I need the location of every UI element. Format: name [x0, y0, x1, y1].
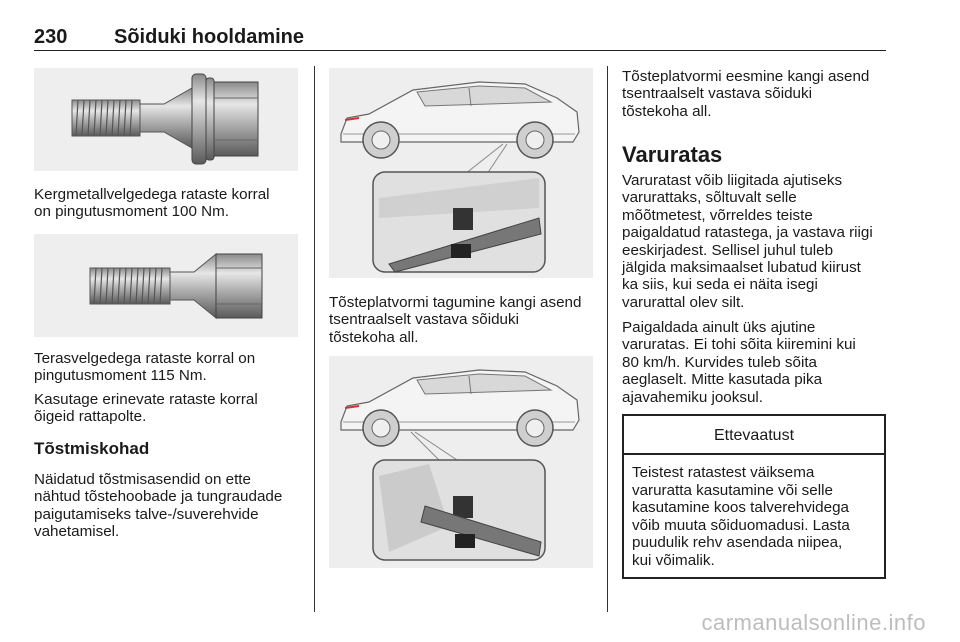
- text-line: tõstekoha all.: [622, 102, 712, 120]
- steel-wheel-bolt-illustration: [34, 234, 298, 337]
- text-line: aeglaselt. Mitte kasutada pika: [622, 371, 823, 389]
- text-line: ajavahemiku jooksul.: [622, 388, 763, 406]
- text-line: nähtud tõstehoobade ja tungraudade: [34, 488, 283, 506]
- text-line: Näidatud tõstmisasendid on ette: [34, 471, 251, 488]
- text-line: Terasvelgedega rataste korral on: [34, 350, 256, 367]
- watermark[interactable]: carmanualsonline.info: [701, 610, 926, 635]
- rear-lifting-point-illustration: [329, 68, 593, 278]
- text-line: õigeid rattapolte.: [34, 408, 147, 426]
- front-lifting-point-illustration: [329, 356, 593, 568]
- text-line: Varuratast võib liigitada ajutiseks: [622, 172, 843, 189]
- alloy-wheel-bolt-illustration: [34, 68, 298, 171]
- text-line: mõõtmetest, võrreldes teiste: [622, 206, 813, 224]
- text-line: varuratas. Ei tohi sõita kiiremini kui: [622, 336, 856, 354]
- text-line: tõstekoha all.: [329, 328, 419, 346]
- text-line: tsentraalselt vastava sõiduki: [622, 85, 812, 103]
- chapter-title: Sõiduki hooldamine: [114, 26, 305, 48]
- column-divider-left: [314, 66, 315, 612]
- text-line: varurattaks, sõltuvalt selle: [622, 189, 797, 207]
- page-number: 230: [34, 26, 68, 48]
- lifting-points-heading: Tõstmiskohad: [34, 439, 150, 458]
- text-line: paigutamiseks talve-/suverehvide: [34, 505, 259, 523]
- text-line: Kergmetallvelgedega rataste korral: [34, 186, 270, 203]
- text-line: varuratta kasutamine või selle: [632, 481, 833, 499]
- caution-title: Ettevaatust: [624, 416, 884, 455]
- text-line: puudulik rehv asendada niipea,: [632, 534, 843, 552]
- steel-torque-caption: [34, 350, 304, 385]
- text-line: ka siis, kui seda ei näita isegi: [622, 276, 818, 294]
- rear-lever-caption: [329, 294, 605, 346]
- text-line: 80 km/h. Kurvides tuleb sõita: [622, 353, 818, 371]
- text-line: kasutamine koos talverehvidega: [632, 499, 849, 517]
- text-line: eeskirjadest. Sellisel juhul tuleb: [622, 241, 834, 259]
- column-divider-right: [607, 66, 608, 612]
- text-line: on pingutusmoment 100 Nm.: [34, 203, 230, 221]
- lifting-points-text: [34, 471, 306, 541]
- text-line: paigaldatud ratastega, ja vastava riigi: [622, 224, 873, 242]
- text-line: varurattal olev silt.: [622, 293, 745, 311]
- caution-text: [632, 464, 882, 570]
- text-line: Kasutage erinevate rataste korral: [34, 391, 258, 408]
- text-line: pingutusmoment 115 Nm.: [34, 367, 207, 385]
- wheel-bolt-note: [34, 391, 304, 426]
- alloy-torque-caption: [34, 186, 304, 221]
- text-line: Paigaldada ainult üks ajutine: [622, 319, 816, 336]
- caution-box: [622, 414, 886, 579]
- text-line: Tõsteplatvormi tagumine kangi asend: [329, 294, 582, 311]
- spare-wheel-paragraph-2: [622, 319, 898, 406]
- text-line: kui võimalik.: [632, 551, 715, 569]
- spare-wheel-heading: Varuratas: [622, 142, 723, 167]
- text-line: võib muuta sõiduomadusi. Lasta: [632, 516, 850, 534]
- text-line: vahetamisel.: [34, 523, 120, 541]
- spare-wheel-paragraph-1: [622, 172, 898, 311]
- text-line: tsentraalselt vastava sõiduki: [329, 311, 519, 329]
- text-line: jälgida maksimaalset lubatud kiirust: [622, 259, 861, 277]
- text-line: Tõsteplatvormi eesmine kangi asend: [622, 68, 870, 85]
- front-lever-caption: [622, 68, 898, 120]
- page-header: [34, 27, 886, 51]
- text-line: Teistest ratastest väiksema: [632, 464, 815, 481]
